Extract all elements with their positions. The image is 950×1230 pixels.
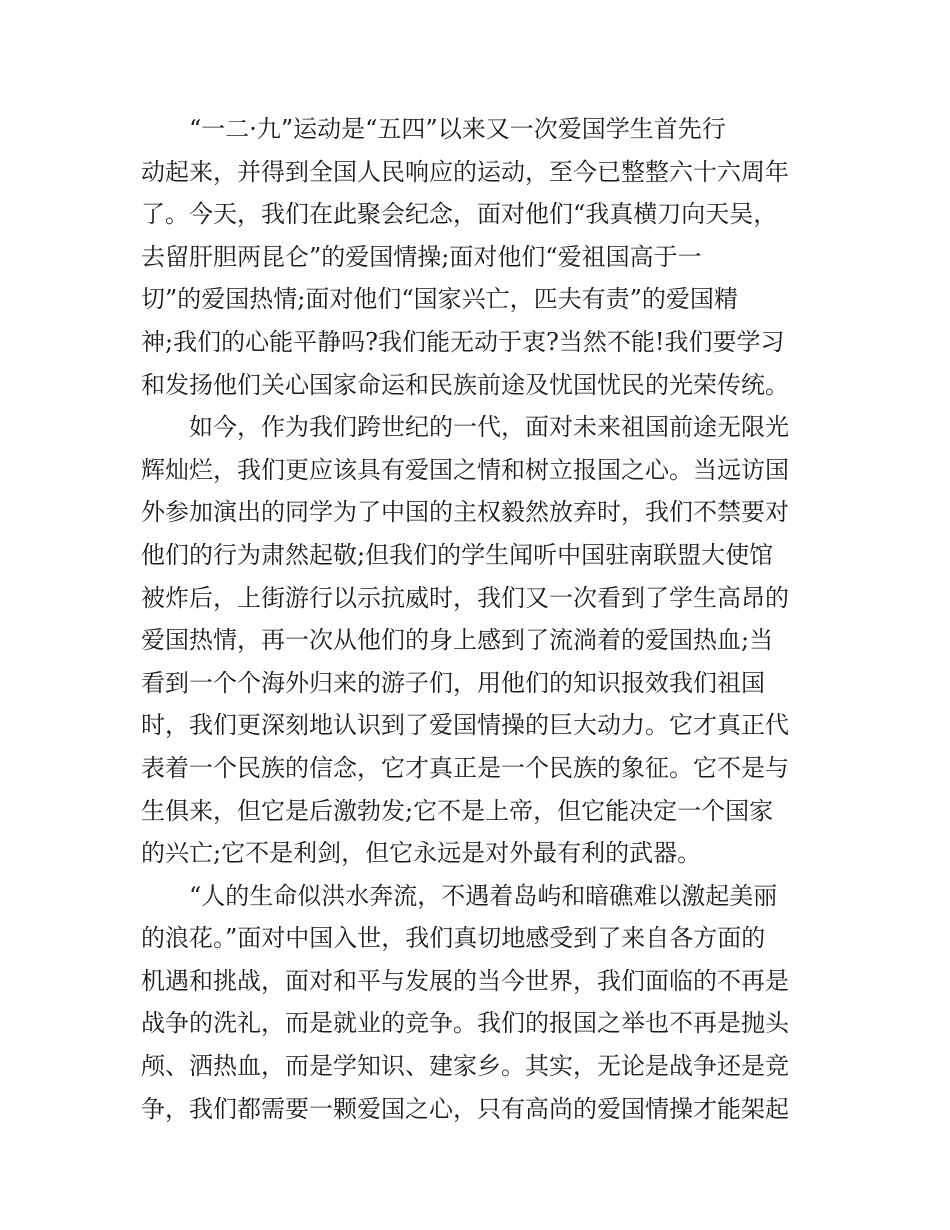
paragraph-1-line-3: 了。今天，我们在此聚会纪念，面对他们“我真横刀向天吴，	[141, 200, 778, 229]
paragraph-1-line-6: 神;我们的心能平静吗?我们能无动于衷?当然不能!我们要学习	[141, 327, 785, 356]
paragraph-2-line-6: 爱国热情，再一次从他们的身上感到了流淌着的爱国热血;当	[141, 626, 774, 655]
paragraph-1-line-5: 切”的爱国热情;面对他们“国家兴亡，匹夫有责”的爱国精	[141, 285, 738, 314]
paragraph-2-line-5: 被炸后，上街游行以示抗威时，我们又一次看到了学生高昂的	[141, 583, 789, 612]
paragraph-2-line-8: 时，我们更深刻地认识到了爱国情操的巨大动力。它才真正代	[141, 711, 789, 740]
paragraph-2-line-11: 的兴亡;它不是利剑，但它永远是对外最有利的武器。	[141, 839, 702, 868]
paragraph-3-line-3: 机遇和挑战，面对和平与发展的当今世界，我们面临的不再是	[141, 966, 789, 995]
paragraph-1-line-7: 和发扬他们关心国家命运和民族前途及忧国忧民的光荣传统。	[141, 370, 789, 399]
paragraph-2-line-1: 如今，作为我们跨世纪的一代，面对未来祖国前途无限光	[189, 413, 789, 442]
paragraph-2-line-7: 看到一个个海外归来的游子们，用他们的知识报效我们祖国	[141, 668, 765, 697]
paragraph-3-line-1: “人的生命似洪水奔流，不遇着岛屿和暗礁难以激起美丽	[189, 881, 778, 910]
paragraph-2-line-10: 生俱来，但它是后激勃发;它不是上帝，但它能决定一个国家	[141, 796, 774, 825]
paragraph-1-line-4: 去留肝胆两昆仑”的爱国情操;面对他们“爱祖国高于一	[141, 242, 702, 271]
paragraph-1-line-1: “一二·九”运动是“五四”以来又一次爱国学生首先行	[189, 115, 726, 143]
paragraph-2-line-9: 表着一个民族的信念，它才真正是一个民族的象征。它不是与	[141, 753, 789, 782]
paragraph-2-line-4: 他们的行为肃然起敬;但我们的学生闻听中国驻南联盟大使馆	[141, 540, 774, 569]
paragraph-3-line-4: 战争的洗礼，而是就业的竞争。我们的报国之举也不再是抛头	[141, 1009, 789, 1038]
paragraph-2-line-3: 外参加演出的同学为了中国的主权毅然放弃时，我们不禁要对	[141, 498, 789, 527]
paragraph-1-line-2: 动起来，并得到全国人民响应的运动，至今已整整六十六周年	[141, 157, 789, 186]
document-body	[141, 108, 813, 1130]
paragraph-3-line-6: 争，我们都需要一颗爱国之心，只有高尚的爱国情操才能架起	[141, 1094, 789, 1123]
paragraph-3-line-2: 的浪花。”面对中国入世，我们真切地感受到了来自各方面的	[141, 924, 766, 953]
paragraph-3-line-5: 颅、洒热血，而是学知识、建家乡。其实，无论是战争还是竞	[141, 1052, 789, 1081]
paragraph-2-line-2: 辉灿烂，我们更应该具有爱国之情和树立报国之心。当远访国	[141, 455, 789, 484]
